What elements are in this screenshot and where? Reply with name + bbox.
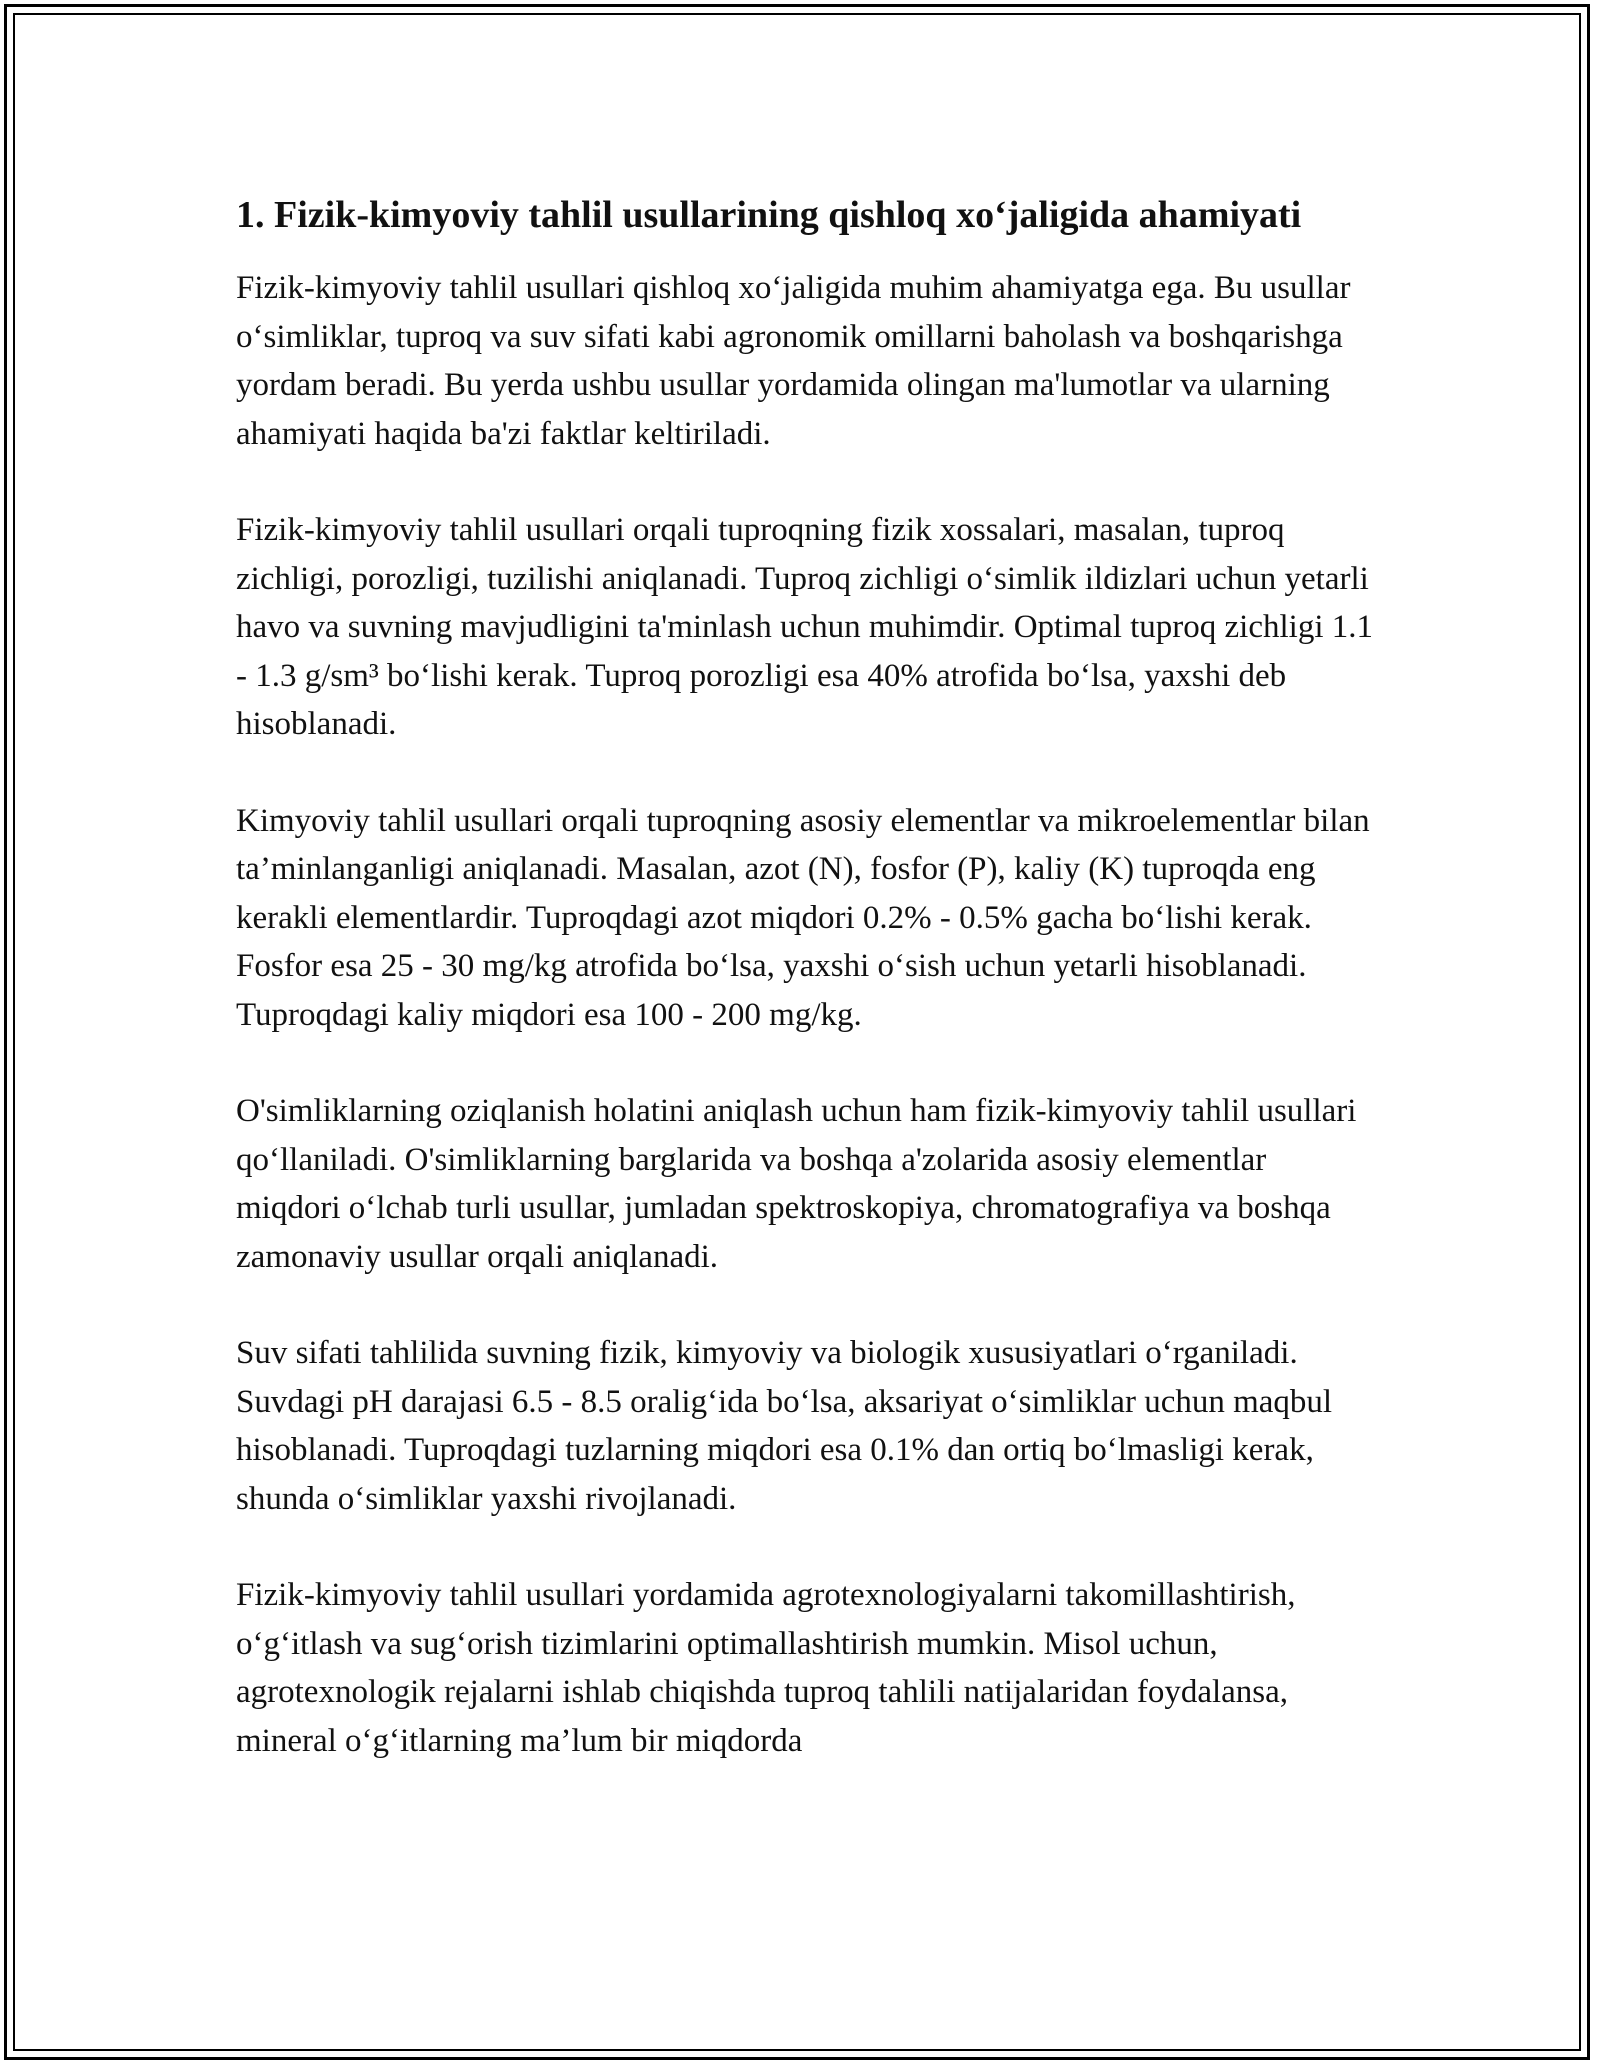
- section-heading: 1. Fizik-kimyoviy tahlil usullarining qishloq xo‘jaligida ahamiyati: [236, 194, 1302, 236]
- paragraph-2: Fizik-kimyoviy tahlil usullari orqali tuproqning fizik xossalari, masalan, tuproq zichligi, porozligi, tuzilishi aniqlanadi. Tuproq zichligi o‘simlik ildizlari uchun yetarli havo va suvning mavjudligini ta'minlash uchun muhimdir. Optimal tuproq zichligi 1.1 - 1.3 g/sm³ bo‘lishi kerak. Tuproq porozligi esa 40% atrofida bo‘lsa, yaxshi deb hisoblanadi.: [236, 512, 1373, 742]
- paragraph-1: Fizik-kimyoviy tahlil usullari qishloq xo‘jaligida muhim ahamiyatga ega. Bu usullar o‘simliklar, tuproq va suv sifati kabi agronomik omillarni baholash va boshqarishga yordam beradi. Bu yerda ushbu usullar yordamida olingan ma'lumotlar va ularning ahamiyati haqida ba'zi faktlar keltiriladi.: [236, 270, 1351, 452]
- document-body: [236, 188, 1376, 1813]
- paragraph-6: Fizik-kimyoviy tahlil usullari yordamida agrotexnologiyalarni takomillashtirish, o‘g‘itlash va sug‘orish tizimlarini optimallashtirish mumkin. Misol uchun, agrotexnologik rejalarni ishlab chiqishda tuproq tahlili natijalaridan foydalansa, mineral o‘g‘itlarning ma’lum bir miqdorda: [236, 1577, 1296, 1759]
- paragraph-4: O'simliklarning oziqlanish holatini aniqlash uchun ham fizik-kimyoviy tahlil usullari qo‘llaniladi. O'simliklarning barglarida va boshqa a'zolarida asosiy elementlar miqdori o‘lchab turli usullar, jumladan spektroskopiya, chromatografiya va boshqa zamonaviy usullar orqali aniqlanadi.: [236, 1093, 1357, 1275]
- paragraph-3: Kimyoviy tahlil usullari orqali tuproqning asosiy elementlar va mikroelementlar bilan ta’minlanganligi aniqlanadi. Masalan, azot (N), fosfor (P), kaliy (K) tuproqda eng kerakli elementlardir. Tuproqdagi azot miqdori 0.2% - 0.5% gacha bo‘lishi kerak. Fosfor esa 25 - 30 mg/kg atrofida bo‘lsa, yaxshi o‘sish uchun yetarli hisoblanadi. Tuproqdagi kaliy miqdori esa 100 - 200 mg/kg.: [236, 802, 1370, 1033]
- paragraph-5: Suv sifati tahlilida suvning fizik, kimyoviy va biologik xususiyatlari o‘rganiladi. Suvdagi pH darajasi 6.5 - 8.5 oralig‘ida bo‘lsa, aksariyat o‘simliklar uchun maqbul hisoblanadi. Tuproqdagi tuzlarning miqdori esa 0.1% dan ortiq bo‘lmasligi kerak, shunda o‘simliklar yaxshi rivojlanadi.: [236, 1335, 1333, 1517]
